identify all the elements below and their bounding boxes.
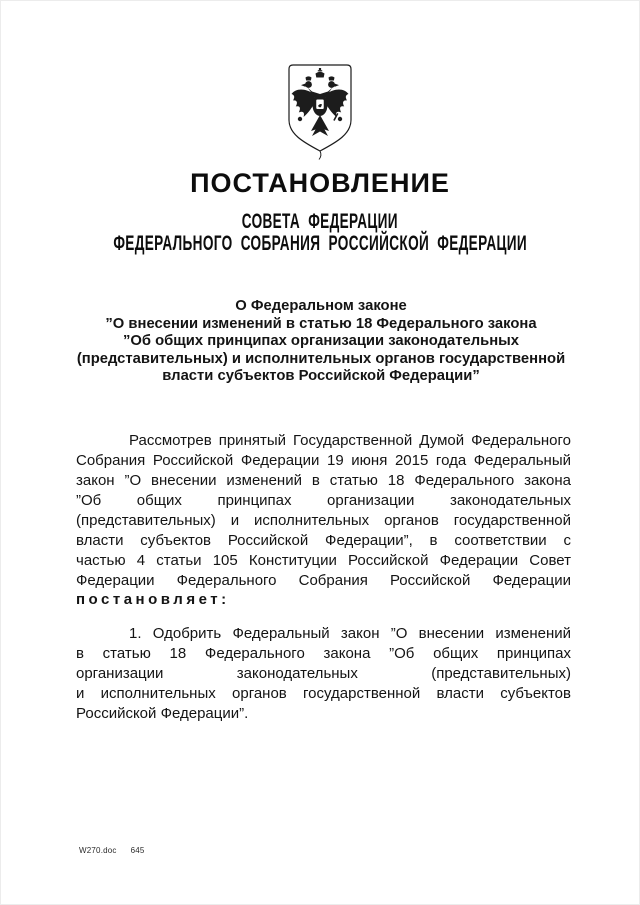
text-line: частью 4 статьи 105 Конституции Российской Федерации Совет [76, 552, 571, 569]
issuer-line-1: СОВЕТА ФЕДЕРАЦИИ [241, 209, 399, 234]
text-line: власти субъектов Российской Федерации” [162, 368, 480, 385]
text-line: Федерации Федерального Собрания Российской Федерации [76, 572, 571, 589]
body-paragraph-2-last-line: Российской Федерации”. [76, 705, 249, 722]
issuer-title-row-1 [1, 209, 639, 234]
text-line: организации законодательных (представительных) [76, 665, 571, 682]
body-paragraph-1 [76, 431, 571, 591]
text-line: ”Об общих принципах организации законодательных [76, 492, 571, 509]
text-line: Рассмотрев принятый Государственной Думой Федерального [129, 432, 571, 449]
text-line: (представительных) и исполнительных органов государственной [76, 350, 566, 367]
enacts-word: постановляет: [76, 591, 230, 608]
text-line: и исполнительных органов государственной власти субъектов [76, 685, 571, 702]
text-line: Собрания Российской Федерации 19 июня 2015 года Федеральный [76, 452, 571, 469]
issuer-title-row-2 [1, 231, 639, 256]
subject-heading [71, 298, 571, 386]
coat-of-arms-svg [285, 63, 355, 160]
body-paragraph-2 [76, 624, 571, 704]
text-line: власти субъектов Российской Федерации”, в соответствии с [76, 532, 571, 549]
text-line: ”Об общих принципах организации законодательных [122, 333, 520, 350]
text-line: О Федеральном законе [235, 298, 407, 314]
footer-doc-id: W270.doc [79, 846, 117, 855]
text-line: ”О внесении изменений в статью 18 Федерального закона [105, 315, 537, 332]
doc-type-title: ПОСТАНОВЛЕНИЕ [190, 168, 450, 198]
text-line: закон ”О внесении изменений в статью 18 Федерального закона [76, 472, 571, 489]
text-line: (представительных) и исполнительных органов государственной [76, 512, 571, 529]
footer-doc-number: 645 [130, 846, 145, 855]
text-line: 1. Одобрить Федеральный закон ”О внесении изменений [129, 625, 571, 642]
text-line: в статью 18 Федерального закона ”Об общих принципах [76, 645, 571, 662]
footer-imprint [79, 846, 145, 855]
russia-coat-of-arms-icon [285, 63, 355, 160]
issuer-line-2: ФЕДЕРАЛЬНОГО СОБРАНИЯ РОССИЙСКОЙ ФЕДЕРАЦИИ [113, 231, 527, 256]
